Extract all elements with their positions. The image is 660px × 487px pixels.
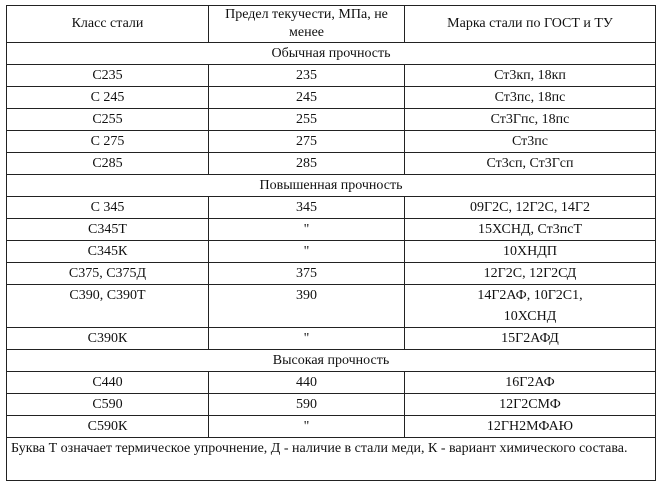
section-row-high	[7, 350, 656, 372]
cell-grade: Ст3пс	[405, 131, 656, 153]
cell-class: С285	[7, 153, 209, 175]
cell-class: С 345	[7, 197, 209, 219]
cell-class: С390К	[7, 328, 209, 350]
table-row	[7, 197, 656, 219]
table-row	[7, 372, 656, 394]
section-title: Обычная прочность	[7, 43, 656, 65]
cell-grade: Ст3кп, 18кп	[405, 65, 656, 87]
cell-yield: 275	[209, 131, 405, 153]
table-row	[7, 328, 656, 350]
steel-table-container	[6, 5, 656, 481]
table-header-row	[7, 6, 656, 43]
cell-grade: 15ХСНД, Ст3псТ	[405, 219, 656, 241]
cell-grade: 12Г2СМФ	[405, 394, 656, 416]
cell-yield: 375	[209, 263, 405, 285]
cell-class: С440	[7, 372, 209, 394]
table-row	[7, 131, 656, 153]
table-row	[7, 219, 656, 241]
cell-grade: 10ХНДП	[405, 241, 656, 263]
table-row	[7, 65, 656, 87]
table-row	[7, 109, 656, 131]
note-row	[7, 438, 656, 481]
table-row	[7, 241, 656, 263]
section-row-normal	[7, 43, 656, 65]
cell-yield: 245	[209, 87, 405, 109]
section-row-increased	[7, 175, 656, 197]
section-title: Высокая прочность	[7, 350, 656, 372]
header-steel-grade: Марка стали по ГОСТ и ТУ	[405, 6, 656, 43]
cell-yield: 590	[209, 394, 405, 416]
cell-yield: 285	[209, 153, 405, 175]
cell-class: С590	[7, 394, 209, 416]
table-row	[7, 87, 656, 109]
table-row	[7, 285, 656, 328]
cell-class: С345Т	[7, 219, 209, 241]
table-row	[7, 416, 656, 438]
header-steel-class: Класс стали	[7, 6, 209, 43]
cell-grade: 12ГН2МФАЮ	[405, 416, 656, 438]
cell-yield: 255	[209, 109, 405, 131]
cell-class: С235	[7, 65, 209, 87]
header-yield-strength: Предел текучести, МПа, не менее	[209, 6, 405, 43]
cell-grade: 15Г2АФД	[405, 328, 656, 350]
cell-yield: "	[209, 416, 405, 438]
cell-yield: 390	[209, 285, 405, 328]
cell-grade: 12Г2С, 12Г2СД	[405, 263, 656, 285]
cell-class: С 245	[7, 87, 209, 109]
cell-class: С390, С390Т	[7, 285, 209, 328]
cell-class: С255	[7, 109, 209, 131]
cell-yield: "	[209, 241, 405, 263]
table-row	[7, 394, 656, 416]
cell-class: С375, С375Д	[7, 263, 209, 285]
cell-grade: Ст3Гпс, 18пс	[405, 109, 656, 131]
cell-grade: Ст3пс, 18пс	[405, 87, 656, 109]
cell-grade: 14Г2АФ, 10Г2С1, 10ХСНД	[405, 285, 656, 328]
cell-grade: 16Г2АФ	[405, 372, 656, 394]
table-row	[7, 263, 656, 285]
cell-grade: 09Г2С, 12Г2С, 14Г2	[405, 197, 656, 219]
table-footnote: Буква Т означает термическое упрочнение, Д - наличие в стали меди, К - вариант химического состава.	[7, 438, 656, 481]
cell-class: С345К	[7, 241, 209, 263]
cell-yield: "	[209, 219, 405, 241]
cell-class: С590К	[7, 416, 209, 438]
cell-yield: 440	[209, 372, 405, 394]
cell-yield: 235	[209, 65, 405, 87]
table-row	[7, 153, 656, 175]
cell-yield: 345	[209, 197, 405, 219]
section-title: Повышенная прочность	[7, 175, 656, 197]
steel-classes-table	[6, 5, 656, 481]
cell-yield: "	[209, 328, 405, 350]
cell-grade: Ст3сп, Ст3Гсп	[405, 153, 656, 175]
cell-class: С 275	[7, 131, 209, 153]
